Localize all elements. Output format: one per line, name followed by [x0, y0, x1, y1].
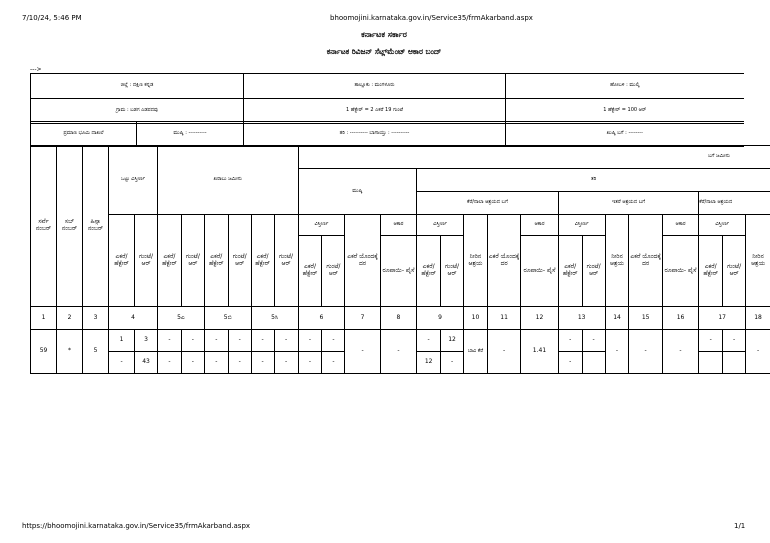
t3-extent-header: ವಿಸ್ತೀರ್ಣ — [699, 215, 746, 236]
colnum: 12 — [521, 307, 558, 330]
cell: - — [723, 330, 746, 352]
t1-acre-header: ಎಕರೆ/ ಹೆಕ್ಟೇರ್ — [417, 236, 441, 307]
colnum: 2 — [57, 307, 83, 330]
hectare-acre-cell: 1 ಹೆಕ್ಟೇರ್ = 2 ಎಕರೆ 19 ಗುಂಟೆ — [244, 99, 506, 124]
colnum: 1 — [31, 307, 57, 330]
info-table — [30, 73, 744, 124]
cell: - — [251, 330, 274, 352]
cell: - — [746, 330, 770, 374]
t2-water-header: ನೀರಿನ ಆಶ್ರಯ — [605, 215, 629, 307]
tari-rupee-cell: 1.41 — [521, 330, 558, 374]
main-table — [30, 145, 770, 374]
colnum: 6 — [298, 307, 345, 330]
mushki-cell: ಮುಷ್ಕಿ : ---------- — [137, 122, 244, 147]
hissa-number-cell: 5 — [83, 330, 109, 374]
cell: - — [251, 352, 274, 374]
cell: - — [582, 330, 605, 352]
info-table-2 — [30, 121, 744, 147]
cell — [723, 352, 746, 374]
tari-tank-header: ಕೆರೆ/ನಾಲಾ ಆಶ್ರಯದ ಬಗೆ — [417, 192, 559, 215]
cell: - — [629, 330, 662, 374]
cell: - — [157, 330, 181, 352]
cell: - — [204, 330, 228, 352]
form-title: ಕರ್ನಾಟಕ ರಿವಿಜನ್ ಸೆಟ್ಲ್‌ಮೆಂಟ್ ಆಕಾರ ಬಂದ್ — [326, 47, 442, 56]
t1-rupee-header: ರೂಪಾಯಿ- ಪೈಸೆ — [521, 236, 558, 307]
tari-acre-cell: - — [417, 330, 441, 352]
t2-rate-header: ಎಕರೆ ಯೊಂದಕ್ಕೆ ದರ — [629, 215, 662, 307]
t1-water-header: ನೀರಿನ ಆಶ್ರಯ — [464, 215, 488, 307]
colnum: 8 — [380, 307, 416, 330]
gov-title: ಕರ್ನಾಟಕ ಸರ್ಕಾರ — [361, 30, 407, 39]
footer-url: https://bhoomojini.karnataka.gov.in/Service35/frmAkarband.aspx — [22, 522, 251, 530]
colnum: 5ಬಿ — [204, 307, 251, 330]
t3-water-header: ನೀರಿನ ಆಶ್ರಯ — [746, 215, 770, 307]
total-gunta-header: ಗುಂಟೆ/ ಆರ್ — [135, 215, 158, 307]
hectare-are-cell: 1 ಹೆಕ್ಟೇರ್ = 100 ಆರ್ — [506, 99, 744, 124]
print-datetime: 7/10/24, 5:46 PM — [22, 14, 82, 22]
colnum: 17 — [699, 307, 746, 330]
tari-other-header: ಇತರೆ ಆಶ್ರಯದ ಬಗೆ — [558, 192, 699, 215]
k1-gunta-header: ಗುಂಟೆ/ ಆರ್ — [181, 215, 204, 307]
total-gunta-cell: 43 — [135, 352, 158, 374]
cell: - — [487, 330, 520, 374]
m-assess-header: ಆಕಾರ — [380, 215, 416, 236]
cell — [582, 352, 605, 374]
total-extent-header: ಒಟ್ಟು ವಿಸ್ತೀರ್ಣ — [109, 146, 158, 215]
cell: - — [322, 330, 345, 352]
cell: - — [298, 330, 322, 352]
total-acre-header: ಎಕರೆ/ ಹೆಕ್ಟೇರ್ — [109, 215, 135, 307]
colnum: 18 — [746, 307, 770, 330]
cell: - — [181, 330, 204, 352]
cell: - — [605, 330, 629, 374]
cell: - — [380, 330, 416, 374]
cell: - — [181, 352, 204, 374]
t2-acre-header: ಎಕರೆ/ ಹೆಕ್ಟೇರ್ — [558, 236, 582, 307]
cell: - — [558, 352, 582, 374]
t3-gunta-header: ಗುಂಟೆ/ ಆರ್ — [723, 236, 746, 307]
mushki-header: ಮುಷ್ಕಿ — [298, 169, 417, 215]
colnum: 13 — [558, 307, 605, 330]
col-sub-header: ಸಬ್ ನಂಬರ್ — [57, 146, 83, 307]
m-extent-header: ವಿಸ್ತೀರ್ಣ — [298, 215, 345, 236]
bagayat-cell: ತರಿ : ---------- ಬಾಗಾಯ್ತು : ---------- — [244, 122, 506, 147]
k3-gunta-header: ಗುಂಟೆ/ ಆರ್ — [274, 215, 298, 307]
cell: - — [228, 352, 251, 374]
colnum: 5ಎ — [157, 307, 204, 330]
hobli-cell: ಹೋಬಳಿ : ಮುಲ್ಕಿ — [506, 74, 744, 99]
t1-rate-header: ಎಕರೆ ಯೊಂದಕ್ಕೆ ದರ — [487, 215, 520, 307]
main-table-viewport — [30, 145, 765, 381]
record-cell: ಪ್ರಮಾಣ ಭೂಮಿ ದಾಖಲೆ — [31, 122, 137, 147]
k1-acre-header: ಎಕರೆ/ ಹೆಕ್ಟೇರ್ — [157, 215, 181, 307]
t1-assess-header: ಆಕಾರ — [521, 215, 558, 236]
colnum: 15 — [629, 307, 662, 330]
cell: - — [228, 330, 251, 352]
t2-extent-header: ವಿಸ್ತೀರ್ಣ — [558, 215, 605, 236]
village-cell: ಗ್ರಾಮ : ಬಡಗ ಎಡಪದವು — [31, 99, 244, 124]
t2-gunta-header: ಗುಂಟೆ/ ಆರ್ — [582, 236, 605, 307]
arrow-marker: ---> — [30, 66, 42, 73]
survey-number-cell: 59 — [31, 330, 57, 374]
colnum: 11 — [487, 307, 520, 330]
colnum: 3 — [83, 307, 109, 330]
district-cell: ಜಿಲ್ಲೆ : ದಕ್ಷಿಣ ಕನ್ನಡ — [31, 74, 244, 99]
cell: - — [274, 352, 298, 374]
m-acre-header: ಎಕರೆ/ ಹೆಕ್ಟೇರ್ — [298, 236, 322, 307]
k3-acre-header: ಎಕರೆ/ ಹೆಕ್ಟೇರ್ — [251, 215, 274, 307]
col-survey-header: ಸರ್ವೆ ನಂಬರ್ — [31, 146, 57, 307]
cell: - — [322, 352, 345, 374]
k2-gunta-header: ಗುಂಟೆ/ ಆರ್ — [228, 215, 251, 307]
total-gunta-cell: 3 — [135, 330, 158, 352]
cell: - — [558, 330, 582, 352]
m-rate-header: ಎಕರೆ ಯೊಂದಕ್ಕೆ ದರ — [345, 215, 380, 307]
colnum: 4 — [109, 307, 158, 330]
colnum: 7 — [345, 307, 380, 330]
sub-number-cell: * — [57, 330, 83, 374]
land-type-header: ಬಗೆ ಜಮೀನು — [298, 146, 770, 169]
cell: - — [345, 330, 380, 374]
colnum: 10 — [464, 307, 488, 330]
t2-assess-header: ಆಕಾರ — [662, 215, 698, 236]
cell: - — [662, 330, 698, 374]
table-row — [31, 330, 770, 352]
taluk-cell: ತಾಲ್ಲೂಕು : ಮಂಗಳೂರು — [244, 74, 506, 99]
tari-header: ತರಿ — [417, 169, 770, 192]
m-rupee-header: ರೂಪಾಯಿ- ಪೈಸೆ — [380, 236, 416, 307]
cell — [699, 352, 723, 374]
column-number-row — [31, 307, 770, 330]
total-acre-cell: - — [109, 352, 135, 374]
cell: - — [157, 352, 181, 374]
tari-gunta-cell: - — [441, 352, 464, 374]
colnum: 9 — [417, 307, 464, 330]
m-gunta-header: ಗುಂಟೆ/ ಆರ್ — [322, 236, 345, 307]
total-acre-cell: 1 — [109, 330, 135, 352]
cell: - — [298, 352, 322, 374]
col-hissa-header: ಹಿಸ್ಸಾ ನಂಬರ್ — [83, 146, 109, 307]
colnum: 5ಸಿ — [251, 307, 298, 330]
t2-rupee-header: ರೂಪಾಯಿ- ಪೈಸೆ — [662, 236, 698, 307]
tari-tank2-header: ಕೆರೆ/ನಾಲಾ ಆಶ್ರಯದ — [699, 192, 770, 215]
water-source-cell: ಬಾವಿ ಕೆರೆ — [464, 330, 488, 374]
colnum: 14 — [605, 307, 629, 330]
t1-gunta-header: ಗುಂಟೆ/ ಆರ್ — [441, 236, 464, 307]
khushki-cell: ಖುಷ್ಕಿ ಬಗೆ : -------- — [506, 122, 744, 147]
page-url: bhoomojini.karnataka.gov.in/Service35/frmAkarband.aspx — [330, 14, 533, 22]
colnum: 16 — [662, 307, 698, 330]
t3-acre-header: ಎಕರೆ/ ಹೆಕ್ಟೇರ್ — [699, 236, 723, 307]
tari-acre-cell: 12 — [417, 352, 441, 374]
k2-acre-header: ಎಕರೆ/ ಹೆಕ್ಟೇರ್ — [204, 215, 228, 307]
cell: - — [699, 330, 723, 352]
tari-gunta-cell: 12 — [441, 330, 464, 352]
kharab-header: ಖರಾಬು ಜಮೀನು — [157, 146, 298, 215]
page-count: 1/1 — [734, 522, 746, 530]
cell: - — [274, 330, 298, 352]
cell: - — [204, 352, 228, 374]
t1-extent-header: ವಿಸ್ತೀರ್ಣ — [417, 215, 464, 236]
